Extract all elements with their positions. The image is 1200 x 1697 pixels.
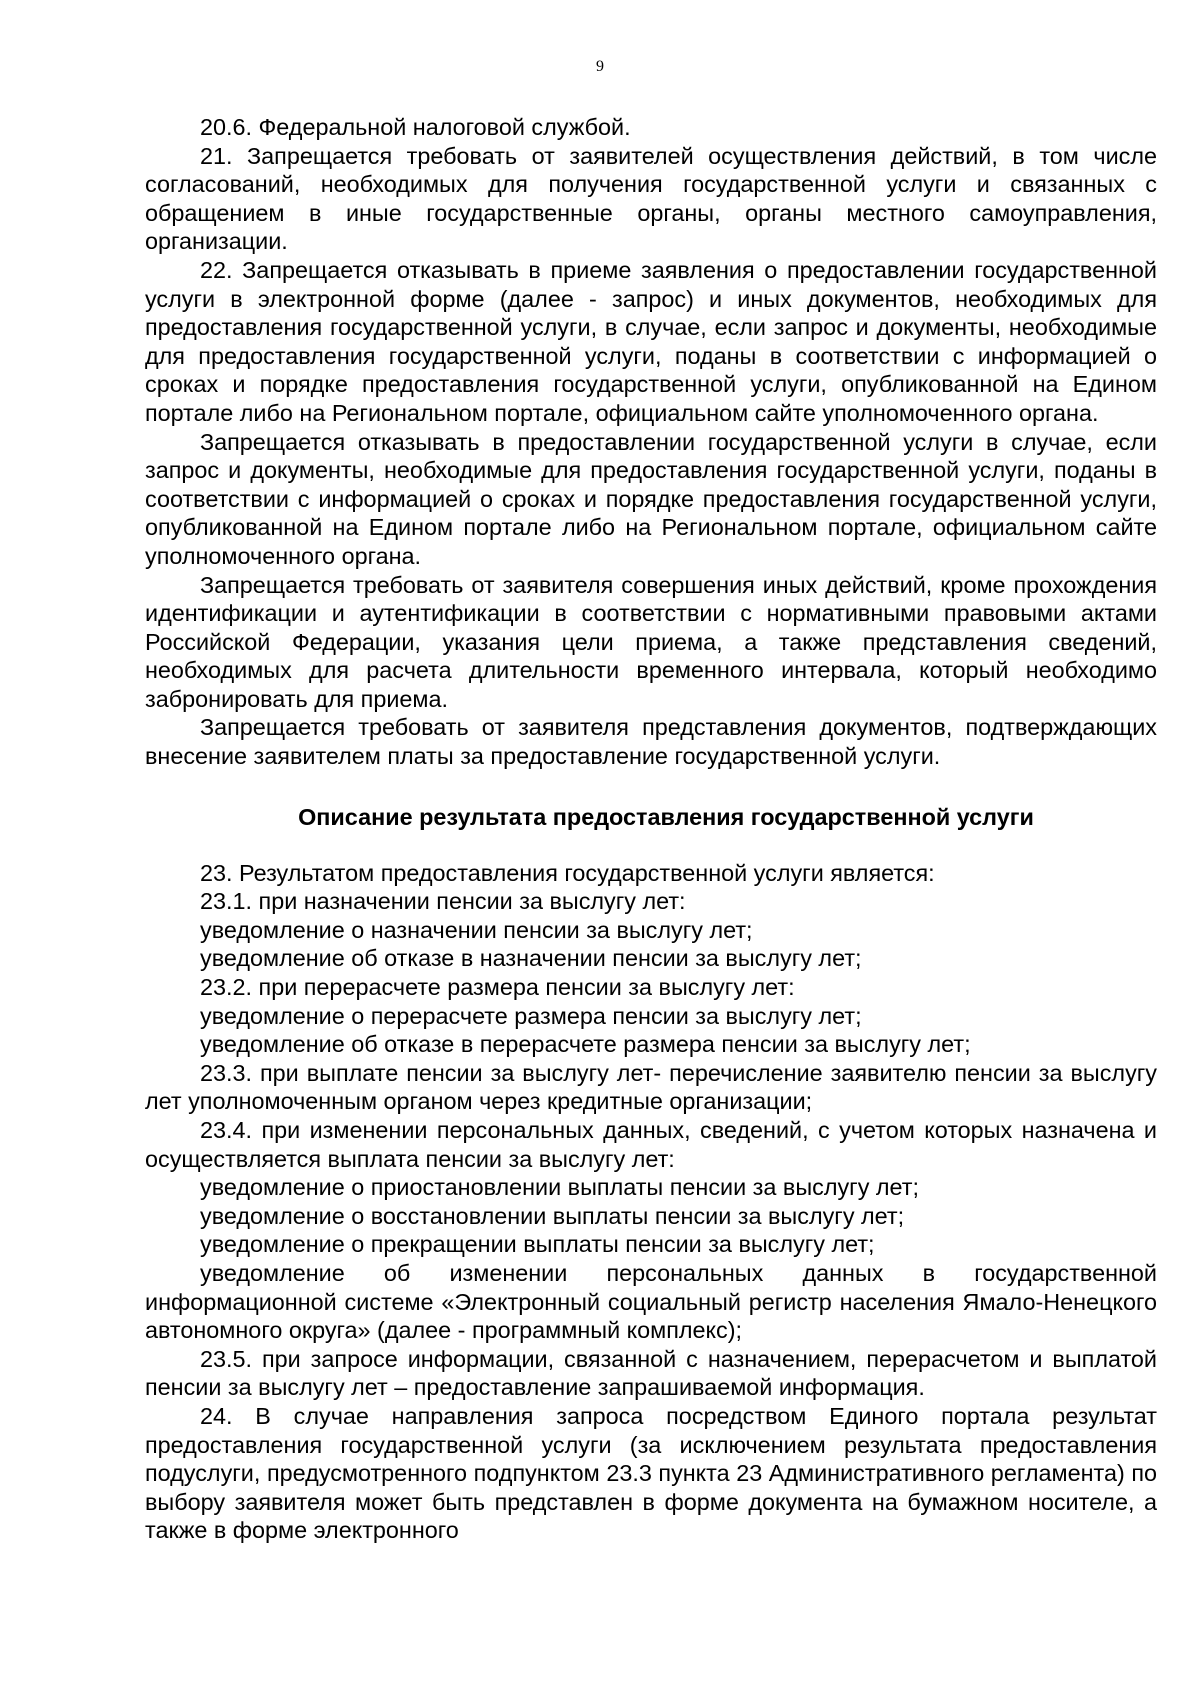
list-item: уведомление об отказе в перерасчете размера пенсии за выслугу лет;	[200, 1031, 971, 1058]
paragraph-23-5: 23.5. при запросе информации, связанной с назначением, перерасчетом и выплатой пенсии за выслугу лет – предоставление запрашиваемой информация.	[145, 1345, 1157, 1401]
paragraph-20-6: 20.6. Федеральной налоговой службой.	[200, 114, 631, 140]
paragraph-22-actions: Запрещается требовать от заявителя совершения иных действий, кроме прохождения идентификации и аутентификации в соответствии с нормативными правовыми актами Российской Федерации, указания цели приема, а также представления сведений, необходимых для расчета длительности временного интервала, который необходимо забронировать для приема.	[145, 571, 1157, 712]
paragraph-24: 24. В случае направления запроса посредством Единого портала результат предоставления государственной услуги (за исключением результата предоставления подуслуги, предусмотренного подпунктом 23.3 пункта 23 Административного регламента) по выбору заявителя может быть представлен в форме документа на бумажном носителе, а также в форме электронного	[145, 1402, 1157, 1544]
paragraph-23-4: 23.4. при изменении персональных данных, сведений, с учетом которых назначена и осуществляется выплата пенсии за выслугу лет:	[145, 1117, 1157, 1172]
list-item: уведомление о перерасчете размера пенсии за выслугу лет;	[200, 1002, 862, 1029]
paragraph-22: 22. Запрещается отказывать в приеме заявления о предоставлении государственной услуги в электронной форме (далее - запрос) и иных документов, необходимых для предоставления государственной услуги, в случае, если запрос и документы, необходимые для предоставления государственной услуги, поданы в соответствии с информацией о сроках и порядке предоставления государственной услуги, опубликованной на Едином портале либо на Региональном портале, официальном сайте уполномоченного органа.	[145, 256, 1157, 426]
list-item: уведомление о восстановлении выплаты пенсии за выслугу лет;	[200, 1202, 905, 1229]
paragraph-22-payment: Запрещается требовать от заявителя представления документов, подтверждающих внесение заявителем платы за предоставление государственной услуги.	[145, 714, 1157, 770]
document-body	[145, 113, 1157, 1545]
list-item: уведомление об отказе в назначении пенсии за выслугу лет;	[200, 945, 862, 972]
paragraph-23: 23. Результатом предоставления государственной услуги является:	[200, 859, 935, 886]
list-item: уведомление об изменении персональных данных в государственной информационной системе «Электронный социальный регистр населения Ямало-Ненецкого автономного округа» (далее - программный комплекс);	[145, 1259, 1157, 1344]
paragraph-21: 21. Запрещается требовать от заявителей осуществления действий, в том числе согласований, необходимых для получения государственной услуги и связанных с обращением в иные государственные органы, органы местного самоуправления, организации.	[145, 142, 1157, 255]
list-item: уведомление о назначении пенсии за выслугу лет;	[200, 916, 753, 943]
paragraph-22-refusal: Запрещается отказывать в предоставлении государственной услуги в случае, если запрос и документы, необходимые для предоставления государственной услуги, поданы в соответствии с информацией о сроках и порядке предоставления государственной услуги, опубликованной на Едином портале либо на Региональном портале, официальном сайте уполномоченного органа.	[145, 428, 1157, 569]
list-item: уведомление о прекращении выплаты пенсии за выслугу лет;	[200, 1231, 875, 1258]
page-number: 9	[596, 58, 604, 75]
paragraph-23-3: 23.3. при выплате пенсии за выслугу лет- перечисление заявителю пенсии за выслугу лет уполномоченным органом через кредитные организации;	[145, 1059, 1157, 1115]
paragraph-23-1: 23.1. при назначении пенсии за выслугу лет:	[200, 888, 686, 915]
section-heading: Описание результата предоставления государственной услуги	[298, 803, 1034, 830]
list-item: уведомление о приостановлении выплаты пенсии за выслугу лет;	[200, 1174, 919, 1201]
paragraph-23-2: 23.2. при перерасчете размера пенсии за выслугу лет:	[200, 974, 795, 1001]
